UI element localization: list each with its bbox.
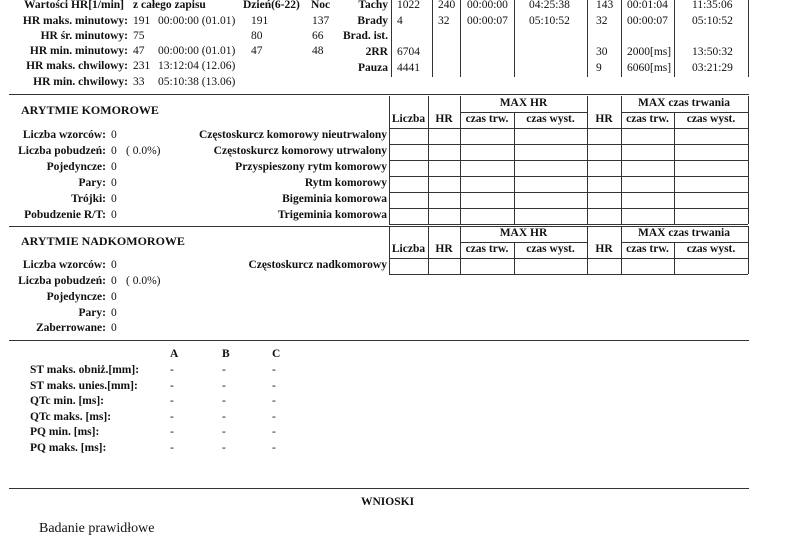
supraventricular-row-label: Częstoskurcz nadkomorowy [248,259,387,271]
header-max-hr: MAX HR [499,97,548,109]
episode-label: Tachy [358,0,388,11]
supraventricular-stat-value: 0 [111,291,117,303]
hr-row-label: HR śr. minutowy: [40,30,128,42]
st-row-label: QTc maks. [ms]: [30,410,112,423]
hr-row-night: 66 [312,30,324,42]
supraventricular-stat-label: Pary: [78,307,106,319]
st-row-value: - [272,410,276,423]
hr-row-time: 13:12:04 (12.06) [158,60,236,72]
header-max-duration: MAX czas trwania [638,227,730,239]
episode-count: 1022 [397,0,420,11]
st-row-value: - [170,426,174,439]
hr-row-label: HR min. chwilowy: [33,76,128,88]
hr-row-day: 47 [251,45,263,57]
hr-row-time: 00:00:00 (01.01) [158,15,236,27]
hr-header-day: Dzień(6-22) [243,0,300,11]
st-row-value: - [222,410,226,423]
episode-label: Brad. ist. [342,30,388,42]
hr-row-day: 80 [251,30,263,42]
st-row-value: - [170,364,174,376]
grid-line [389,192,748,193]
st-col-b: B [222,348,230,360]
hr-row-value: 47 [133,45,145,57]
ventricular-row-label: Rytm komorowy [304,177,387,189]
header-count: Liczba [391,113,426,125]
ventricular-stat-label: Liczba wzorców: [22,129,106,141]
supraventricular-stat-label: Liczba wzorców: [22,259,106,271]
episode-label: 2RR [365,46,388,58]
st-row-value: - [272,364,276,376]
hr-row-time: 05:10:38 (13.06) [158,76,236,88]
hr-header-label: Wartości HR[1/min] [24,0,124,11]
hr-row-label: HR maks. minutowy: [22,15,128,27]
episode-time: 05:10:52 [529,15,570,27]
header-max-occurrence: czas wyst. [686,113,736,125]
episode-max-hr: 143 [596,0,614,11]
st-row-value: - [222,379,226,392]
ventricular-title: ARYTMIE KOMOROWE [21,103,159,117]
header-max-duration-value: czas trw. [626,113,669,125]
episode-max-time: 05:10:52 [692,15,733,27]
supraventricular-stat-value: 0 [111,259,117,271]
episode-max-hr: 30 [596,46,608,58]
hr-row-value: 75 [133,30,145,42]
ventricular-row-label: Trigeminia komorowa [277,209,387,221]
grid-line [389,208,748,209]
ventricular-stat-value: 0 [111,209,117,221]
header-max-hr: MAX HR [499,227,548,239]
conclusions-title: WNIOSKI [361,496,415,508]
section-divider [9,488,749,489]
ventricular-row-label: Bigeminia komorowa [282,193,387,205]
episode-max-hr: 9 [596,62,602,74]
st-row-value: - [170,442,174,454]
supraventricular-stat-label: Liczba pobudzeń: [18,275,106,287]
st-row-value: - [170,379,174,392]
header-max-hr-value: HR [595,113,613,125]
header-max-occurrence: czas wyst. [686,243,736,255]
st-row-label: ST maks. obniż.[mm]: [30,364,140,376]
episode-max-duration: 6060[ms] [627,62,672,74]
header-max-duration-value: czas trw. [626,243,669,255]
episode-count: 6704 [397,46,420,58]
hr-row-night: 137 [312,15,330,27]
ventricular-stat-label: Trójki: [71,193,106,205]
grid-line [389,274,748,275]
hr-header-all: z całego zapisu [133,0,206,11]
grid-line [389,128,748,129]
grid-line [389,176,748,177]
hr-row-day: 191 [251,15,269,27]
episode-max-duration: 00:01:04 [627,0,668,11]
supraventricular-stat-label: Zaberrowane: [35,322,106,334]
st-row-value: - [222,442,226,454]
grid-line [748,96,749,224]
hr-row-value: 191 [133,15,151,27]
grid-line [389,258,748,259]
supraventricular-stat-value: 0 [111,275,117,287]
episode-count: 4 [397,15,403,27]
header-max-duration: MAX czas trwania [638,97,730,109]
st-row-value: - [272,379,276,392]
ventricular-stat-value: 0 [111,161,117,173]
st-row-label: PQ min. [ms]: [30,426,100,439]
grid-line [389,224,748,225]
header-duration: czas trw. [465,243,509,255]
episode-duration: 00:00:07 [467,15,508,27]
header-duration: czas trw. [465,113,509,125]
supraventricular-stat-value: 0 [111,322,117,334]
st-row-value: - [272,395,276,408]
header-hr: HR [435,113,453,125]
episode-max-time: 13:50:32 [692,46,733,58]
hr-row-label: HR min. minutowy: [29,45,128,57]
ventricular-row-label: Częstoskurcz komorowy nieutrwalony [198,129,387,141]
ventricular-stat-percent: ( 0.0%) [126,145,161,157]
st-col-a: A [170,348,179,360]
ventricular-stat-value: 0 [111,177,117,189]
hr-header-night: Noc [311,0,331,11]
ventricular-stat-value: 0 [111,193,117,205]
st-row-label: QTc min. [ms]: [30,395,105,408]
episode-duration: 00:00:00 [467,0,508,11]
header-count: Liczba [391,243,426,255]
supraventricular-stat-value: 0 [111,307,117,319]
ventricular-stat-label: Pobudzenie R/T: [24,209,106,221]
episode-count: 4441 [397,62,420,74]
ventricular-stat-label: Pojedyncze: [46,161,106,173]
episode-time: 04:25:38 [529,0,570,11]
hr-row-time: 00:00:00 (01.01) [158,45,236,57]
supraventricular-stat-label: Pojedyncze: [46,291,106,303]
conclusions-text: Badanie prawidłowe [39,521,155,536]
st-row-value: - [222,395,226,408]
ventricular-row-label: Przyspieszony rytm komorowy [235,161,387,173]
episode-hr: 240 [438,0,456,11]
supraventricular-stat-percent: ( 0.0%) [126,275,161,287]
st-row-value: - [272,426,276,439]
st-col-c: C [272,348,281,360]
st-row-value: - [222,426,226,439]
supraventricular-title: ARYTMIE NADKOMOROWE [21,234,185,248]
section-divider [9,340,749,341]
ventricular-stat-value: 0 [111,145,117,157]
ventricular-row-label: Częstoskurcz komorowy utrwalony [213,145,387,157]
hr-row-label: HR maks. chwilowy: [26,60,128,72]
hr-row-value: 231 [133,60,151,72]
header-occurrence: czas wyst. [526,243,575,255]
grid-line [389,144,748,145]
episode-max-hr: 32 [596,15,608,27]
episode-max-duration: 2000[ms] [627,46,672,58]
grid-line [389,160,748,161]
st-row-value: - [272,442,276,454]
episode-label: Brady [357,15,388,27]
header-occurrence: czas wyst. [526,113,575,125]
episode-max-time: 03:21:29 [692,62,733,74]
episode-max-duration: 00:00:07 [627,15,668,27]
st-row-value: - [170,395,174,408]
header-hr: HR [435,243,453,255]
st-row-value: - [222,364,226,376]
episode-max-time: 11:35:06 [692,0,733,11]
section-divider [9,94,749,95]
st-row-label: ST maks. unies.[mm]: [30,379,138,392]
ventricular-stat-value: 0 [111,129,117,141]
ventricular-stat-label: Liczba pobudzeń: [18,145,106,157]
st-row-label: PQ maks. [ms]: [30,442,107,454]
st-row-value: - [170,410,174,423]
header-max-hr-value: HR [595,243,613,255]
ventricular-stat-label: Pary: [78,177,106,189]
episode-hr: 32 [438,15,450,27]
episode-label: Pauza [357,62,388,74]
hr-row-night: 48 [312,45,324,57]
hr-row-value: 33 [133,76,145,88]
